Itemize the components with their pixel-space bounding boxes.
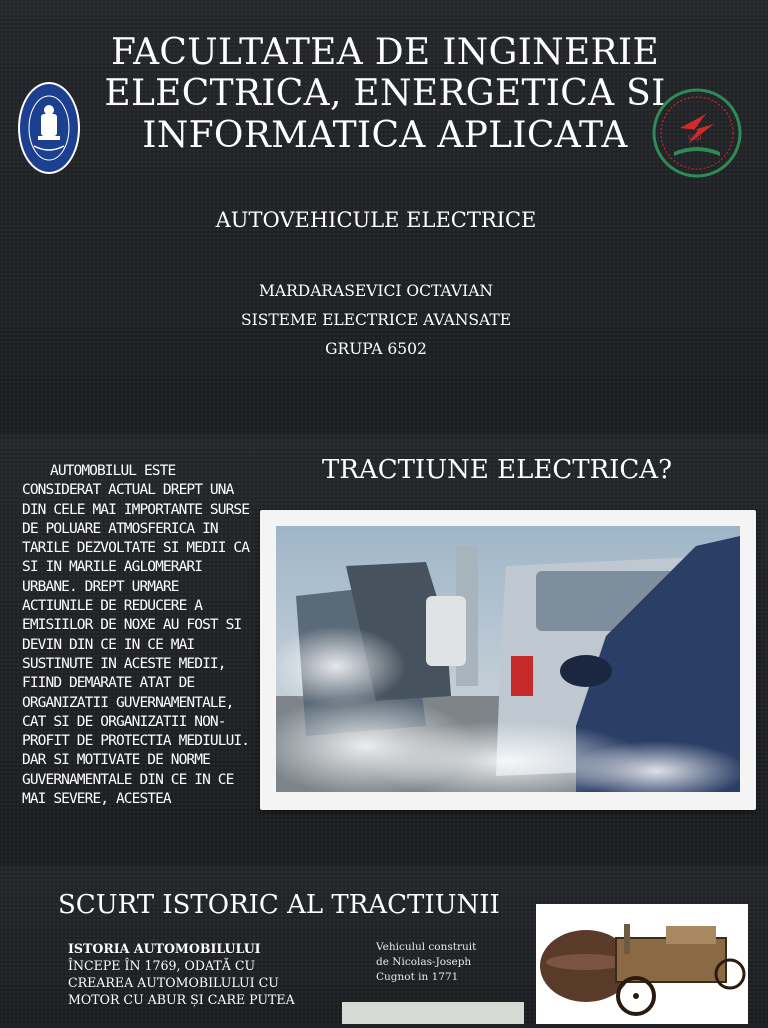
history-body-text — [68, 940, 296, 1008]
faculty-title-line-2: ELECTRICA, ENERGETICA SI — [104, 73, 666, 115]
traffic-photo-frame — [260, 510, 756, 810]
history-bold-lead: ISTORIA AUTOMOBILULUI — [68, 941, 261, 956]
faculty-emblem-logo — [650, 88, 744, 178]
traction-slide-title: TRACTIUNE ELECTRICA? — [322, 455, 673, 485]
history-body-continuation: ÎNCEPE ÎN 1769, ODATĂ CU CREAREA AUTOMOBILULUI CU MOTOR CU ABUR ȘI CARE PUTEA — [68, 958, 295, 1007]
pollution-body-text — [22, 462, 254, 866]
cugnot-vehicle-photo — [536, 904, 748, 1024]
additional-photo-thumbnail — [342, 1002, 524, 1024]
svg-text:IAȘI: IAȘI — [688, 134, 702, 142]
course-name: SISTEME ELECTRICE AVANSATE — [240, 311, 512, 329]
cugnot-vehicle-illustration — [536, 904, 748, 1024]
pollution-body-text-content: AUTOMOBILUL ESTE CONSIDERAT ACTUAL DREPT UNA DIN CELE MAI IMPORTANTE SURSE DE POLUARE ATMOSFERICA IN TARILE DEZVOLTATE SI MEDII CA SI IN MARILE AGLOMERARI URBANE. DREPT URMARE ACTIUNILE DE REDUCERE A EMISIILOR DE NOXE AU FOST SI DEVIN DIN CE IN CE MAI SUSTINUTE IN ACESTE MEDII, FIIND DEMARATE ATAT DE ORGANIZATII GUVERNAMENTALE, CAT SI DE ORGANIZATII NON-PROFIT DE PROTECTIA MEDIULUI. DAR SI MOTIVATE DE NORME GUVERNAMENTALE DIN CE IN CE MAI SEVERE, ACESTEA — [22, 463, 250, 808]
university-seal-logo — [16, 80, 82, 176]
cugnot-caption: Vehiculul construit de Nicolas-Joseph Cugnot in 1771 — [376, 941, 477, 983]
history-slide-title: SCURT ISTORIC AL TRACTIUNII — [58, 890, 500, 920]
group-number: GRUPA 6502 — [325, 340, 427, 358]
traffic-pollution-photo — [276, 526, 740, 792]
author-name: MARDARASEVICI OCTAVIAN — [259, 282, 493, 300]
faculty-title-line-1: FACULTATEA DE INGINERIE — [110, 32, 660, 73]
presentation-subtitle: AUTOVEHICULE ELECTRICE — [215, 208, 537, 232]
faculty-title-line-3: INFORMATICA APLICATA — [142, 114, 628, 156]
faculty-title — [90, 32, 680, 156]
